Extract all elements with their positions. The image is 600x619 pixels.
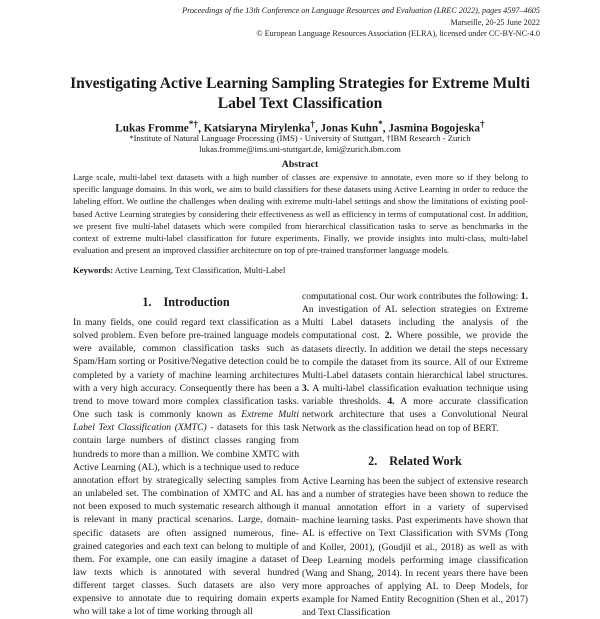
abstract-text: Large scale, multi-label text datasets with a high number of classes are expensive to annotate, even more so if they belong to specific language domains. In this work, we aim to build classifiers for these datasets using Active Learning in order to reduce the labeling effort. We outline the challenges when dealing with extreme multi-label settings and show the limitations of existing pool-based Active Learning strategies by considering their effectiveness as well as efficiency in terms of computational cost. In addition, we present five multi-label datasets which were compiled from hierarchical classification tasks to serve as benchmarks in the context of extreme multi-label classification for future experiments. Finally, we provide insights into multi-class, multi-label evaluation and present an improved classifier architecture on top of pre-trained transformer language models. (73, 172, 528, 256)
item-number: 1. (520, 291, 528, 302)
author-name: Jasmina Bogojeska (388, 122, 481, 135)
keywords (73, 264, 528, 276)
affiliations: *Institute of Natural Language Processing (IMS) - University of Stuttgart, †IBM Research - Zurich (129, 133, 471, 143)
section-title: Introduction (163, 295, 230, 309)
author-marks: * (378, 120, 383, 130)
keywords-value: Active Learning, Text Classification, Multi-Label (114, 265, 286, 275)
author-name: Lukas Fromme (115, 122, 189, 135)
keywords-label: Keywords: (73, 265, 114, 275)
abstract-heading: Abstract (281, 159, 319, 170)
author-emails[interactable]: lukas.fromme@ims.uni-stuttgart.de, kmi@zurich.ibm.com (199, 144, 401, 154)
item-number: 3. (302, 383, 310, 395)
item-number: 4. (387, 396, 395, 408)
section-number: 2. (368, 453, 378, 468)
author-name: Jonas Kuhn (320, 122, 379, 135)
text-run: In many fields, one could regard text classification as a solved problem. Even before pre-trained language models were available, common classification tasks such as Spam/Ham sorting or Positive/Negative detection could be completed by a variety of machine learning architectures with a very high accuracy. Consequently there has been a trend to move toward more complex classification tasks. One such task is commonly known as (73, 317, 299, 421)
text-run: A more accurate classification network architecture that uses a Convolutional Neural Network as the classification head on top of BERT. (302, 396, 528, 434)
paper-title: Investigating Active Learning Sampling Strategies for Extreme Multi Label Text Classification (70, 75, 530, 112)
author-marks: † (480, 120, 485, 130)
venue-line: Proceedings of the 13th Conference on Language Resources and Evaluation (LREC 2022), pages 4597–4605 (182, 6, 540, 15)
text-run: - datasets for this task contain large numbers of distinct classes ranging from hundreds to more than a million. We combine XMTC with Active Learning (AL), which is a technique used to reduce annotation effort by strategically selecting samples from an unlabeled set. The combination of XMTC and AL has not been exposed to much systematic research although it is relevant in many practical scenarios. Large, domain-specific datasets are often assigned numerous, fine-grained categories and each text can belong to multiple of them. For example, one can easily imagine a dataset of law texts which is annotated with several hundred different target classes. Such datasets are also very expensive to annotate due to requiring domain experts who will take a lot of time working through all (73, 422, 299, 618)
section-heading-introduction (73, 294, 299, 310)
author-marks: *† (188, 120, 199, 130)
text-run: computational cost. Our work contributes the following: (302, 291, 521, 302)
section-title: Related Work (389, 453, 462, 468)
text-run: Where possible, we provide the datasets directly. In addition we detail the steps necessary to compile the dataset from its source. All of our Extreme Multi-Label datasets contain hierarchical label structures. (302, 330, 528, 381)
license-line: © European Language Resources Association (ELRA), licensed under CC-BY-NC-4.0 (256, 29, 540, 38)
author-marks: † (310, 120, 315, 130)
right-column (302, 290, 528, 619)
emphasis-term: Extreme Multi Label Text Classification (XMTC) (73, 409, 299, 434)
section-number: 1. (142, 295, 152, 309)
page-header (182, 5, 540, 40)
author-name: Katsiaryna Mirylenka (203, 122, 311, 135)
left-column (73, 290, 299, 619)
section-heading-related-work (302, 453, 528, 469)
text-run: An investigation of AL selection strategies on Extreme Multi Label datasets including the analysis of the computational cost. (302, 304, 528, 342)
item-number: 2. (384, 330, 392, 342)
contributions-paragraph (302, 290, 528, 435)
intro-paragraph (73, 316, 299, 619)
location-date: Marseille, 20-25 June 2022 (450, 17, 540, 27)
text-run: A multi-label classification evaluation technique using variable thresholds. (302, 383, 528, 408)
related-work-paragraph: Active Learning has been the subject of extensive research and a number of strategies have been shown to reduce the manual annotation effort in a variety of supervised machine learning tasks. Past experiments have shown that AL is effective on Text Classification with SVMs (Tong and Koller, 2001), (Goudjil et al., 2018) as well as with Deep Learning models performing image classification (Wang and Shang, 2014). In recent years there have been more approaches of applying AL to Deep Models, for example for Named Entity Recognition (Shen et al., 2017) and Text Classification (302, 475, 528, 619)
author-list: Lukas Fromme*†, Katsiaryna Mirylenka†, Jonas Kuhn*, Jasmina Bogojeska† (115, 120, 485, 135)
